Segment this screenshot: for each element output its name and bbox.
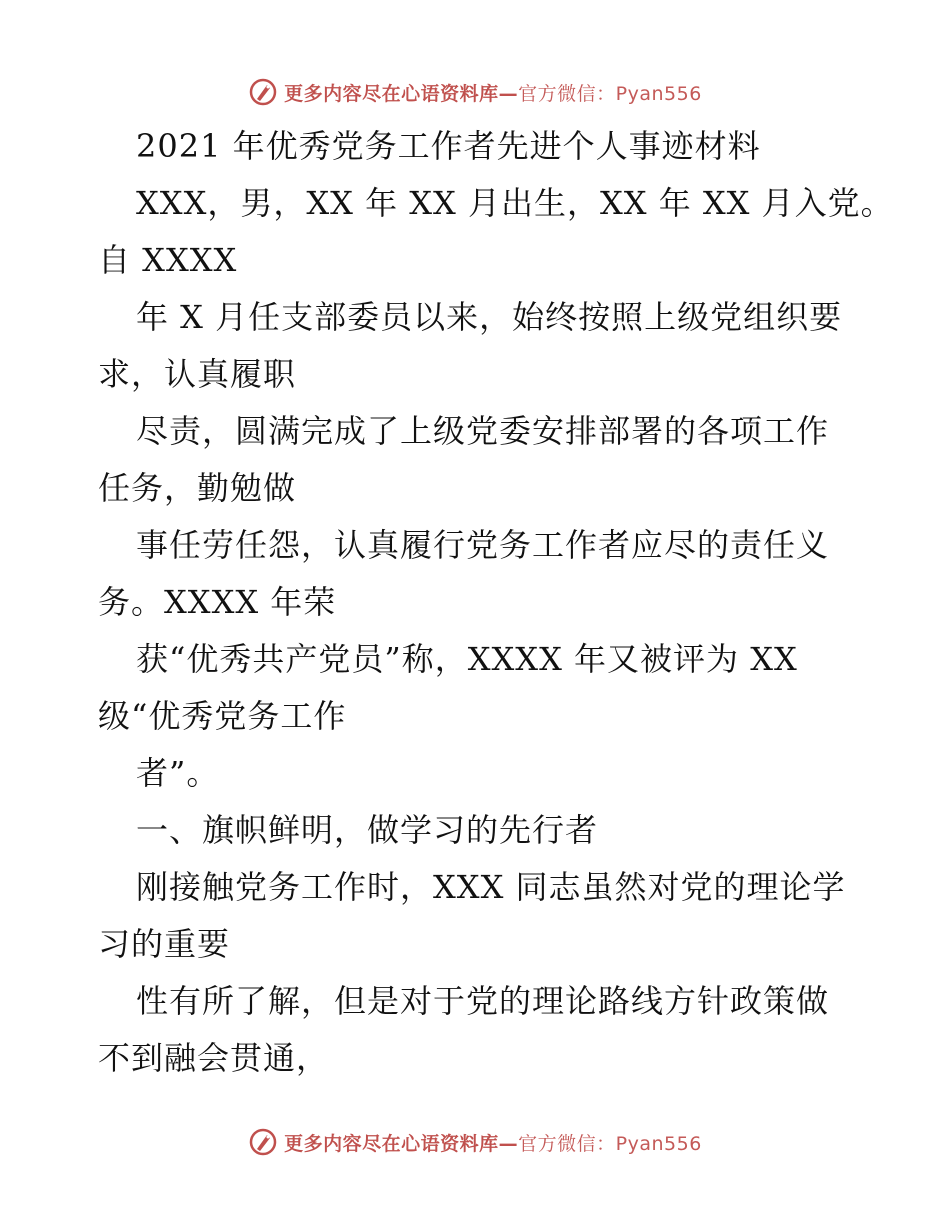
text-line: 刚接触党务工作时，XXX 同志虽然对党的理论学 bbox=[136, 868, 846, 906]
text-line: 求，认真履职 bbox=[98, 355, 297, 393]
text-line: 级“优秀党务工作 bbox=[98, 697, 347, 735]
text-line: 习的重要 bbox=[98, 925, 231, 963]
text-line: 务。XXXX 年荣 bbox=[98, 583, 337, 621]
header-banner bbox=[0, 72, 950, 112]
footer-wechat-text: 官方微信：Pyan556 bbox=[518, 1132, 702, 1155]
footer-banner bbox=[0, 1122, 950, 1162]
text-line: XXX，男，XX 年 XX 月出生，XX 年 XX 月入党。 bbox=[136, 184, 894, 222]
text-line: 尽责，圆满完成了上级党委安排部署的各项工作 bbox=[136, 412, 830, 450]
document-title: 2021 年优秀党务工作者先进个人事迹材料 bbox=[136, 127, 761, 165]
footer-site-text: 更多内容尽在心语资料库 bbox=[284, 1132, 499, 1155]
pen-nib-logo-icon bbox=[248, 1127, 278, 1157]
text-line: 获“优秀共产党员”称，XXXX 年又被评为 XX bbox=[136, 640, 798, 678]
pen-nib-logo-icon bbox=[248, 77, 278, 107]
text-line: 一、旗帜鲜明，做学习的先行者 bbox=[136, 811, 599, 849]
text-line: 性有所了解，但是对于党的理论路线方针政策做 bbox=[136, 982, 830, 1020]
footer-separator: — bbox=[498, 1132, 519, 1155]
text-line: 事任劳任怨，认真履行党务工作者应尽的责任义 bbox=[136, 526, 830, 564]
text-line: 不到融会贯通， bbox=[98, 1039, 330, 1077]
text-line: 者”。 bbox=[136, 754, 220, 792]
text-line: 年 X 月任支部委员以来，始终按照上级党组织要 bbox=[136, 298, 843, 336]
document-body bbox=[98, 118, 894, 1087]
header-separator: — bbox=[498, 82, 519, 105]
text-line: 自 XXXX bbox=[98, 241, 238, 279]
header-wechat-text: 官方微信：Pyan556 bbox=[518, 82, 702, 105]
text-line: 任务，勤勉做 bbox=[98, 469, 297, 507]
header-banner-text bbox=[284, 79, 702, 106]
footer-banner-text bbox=[284, 1129, 702, 1156]
header-site-text: 更多内容尽在心语资料库 bbox=[284, 82, 499, 105]
